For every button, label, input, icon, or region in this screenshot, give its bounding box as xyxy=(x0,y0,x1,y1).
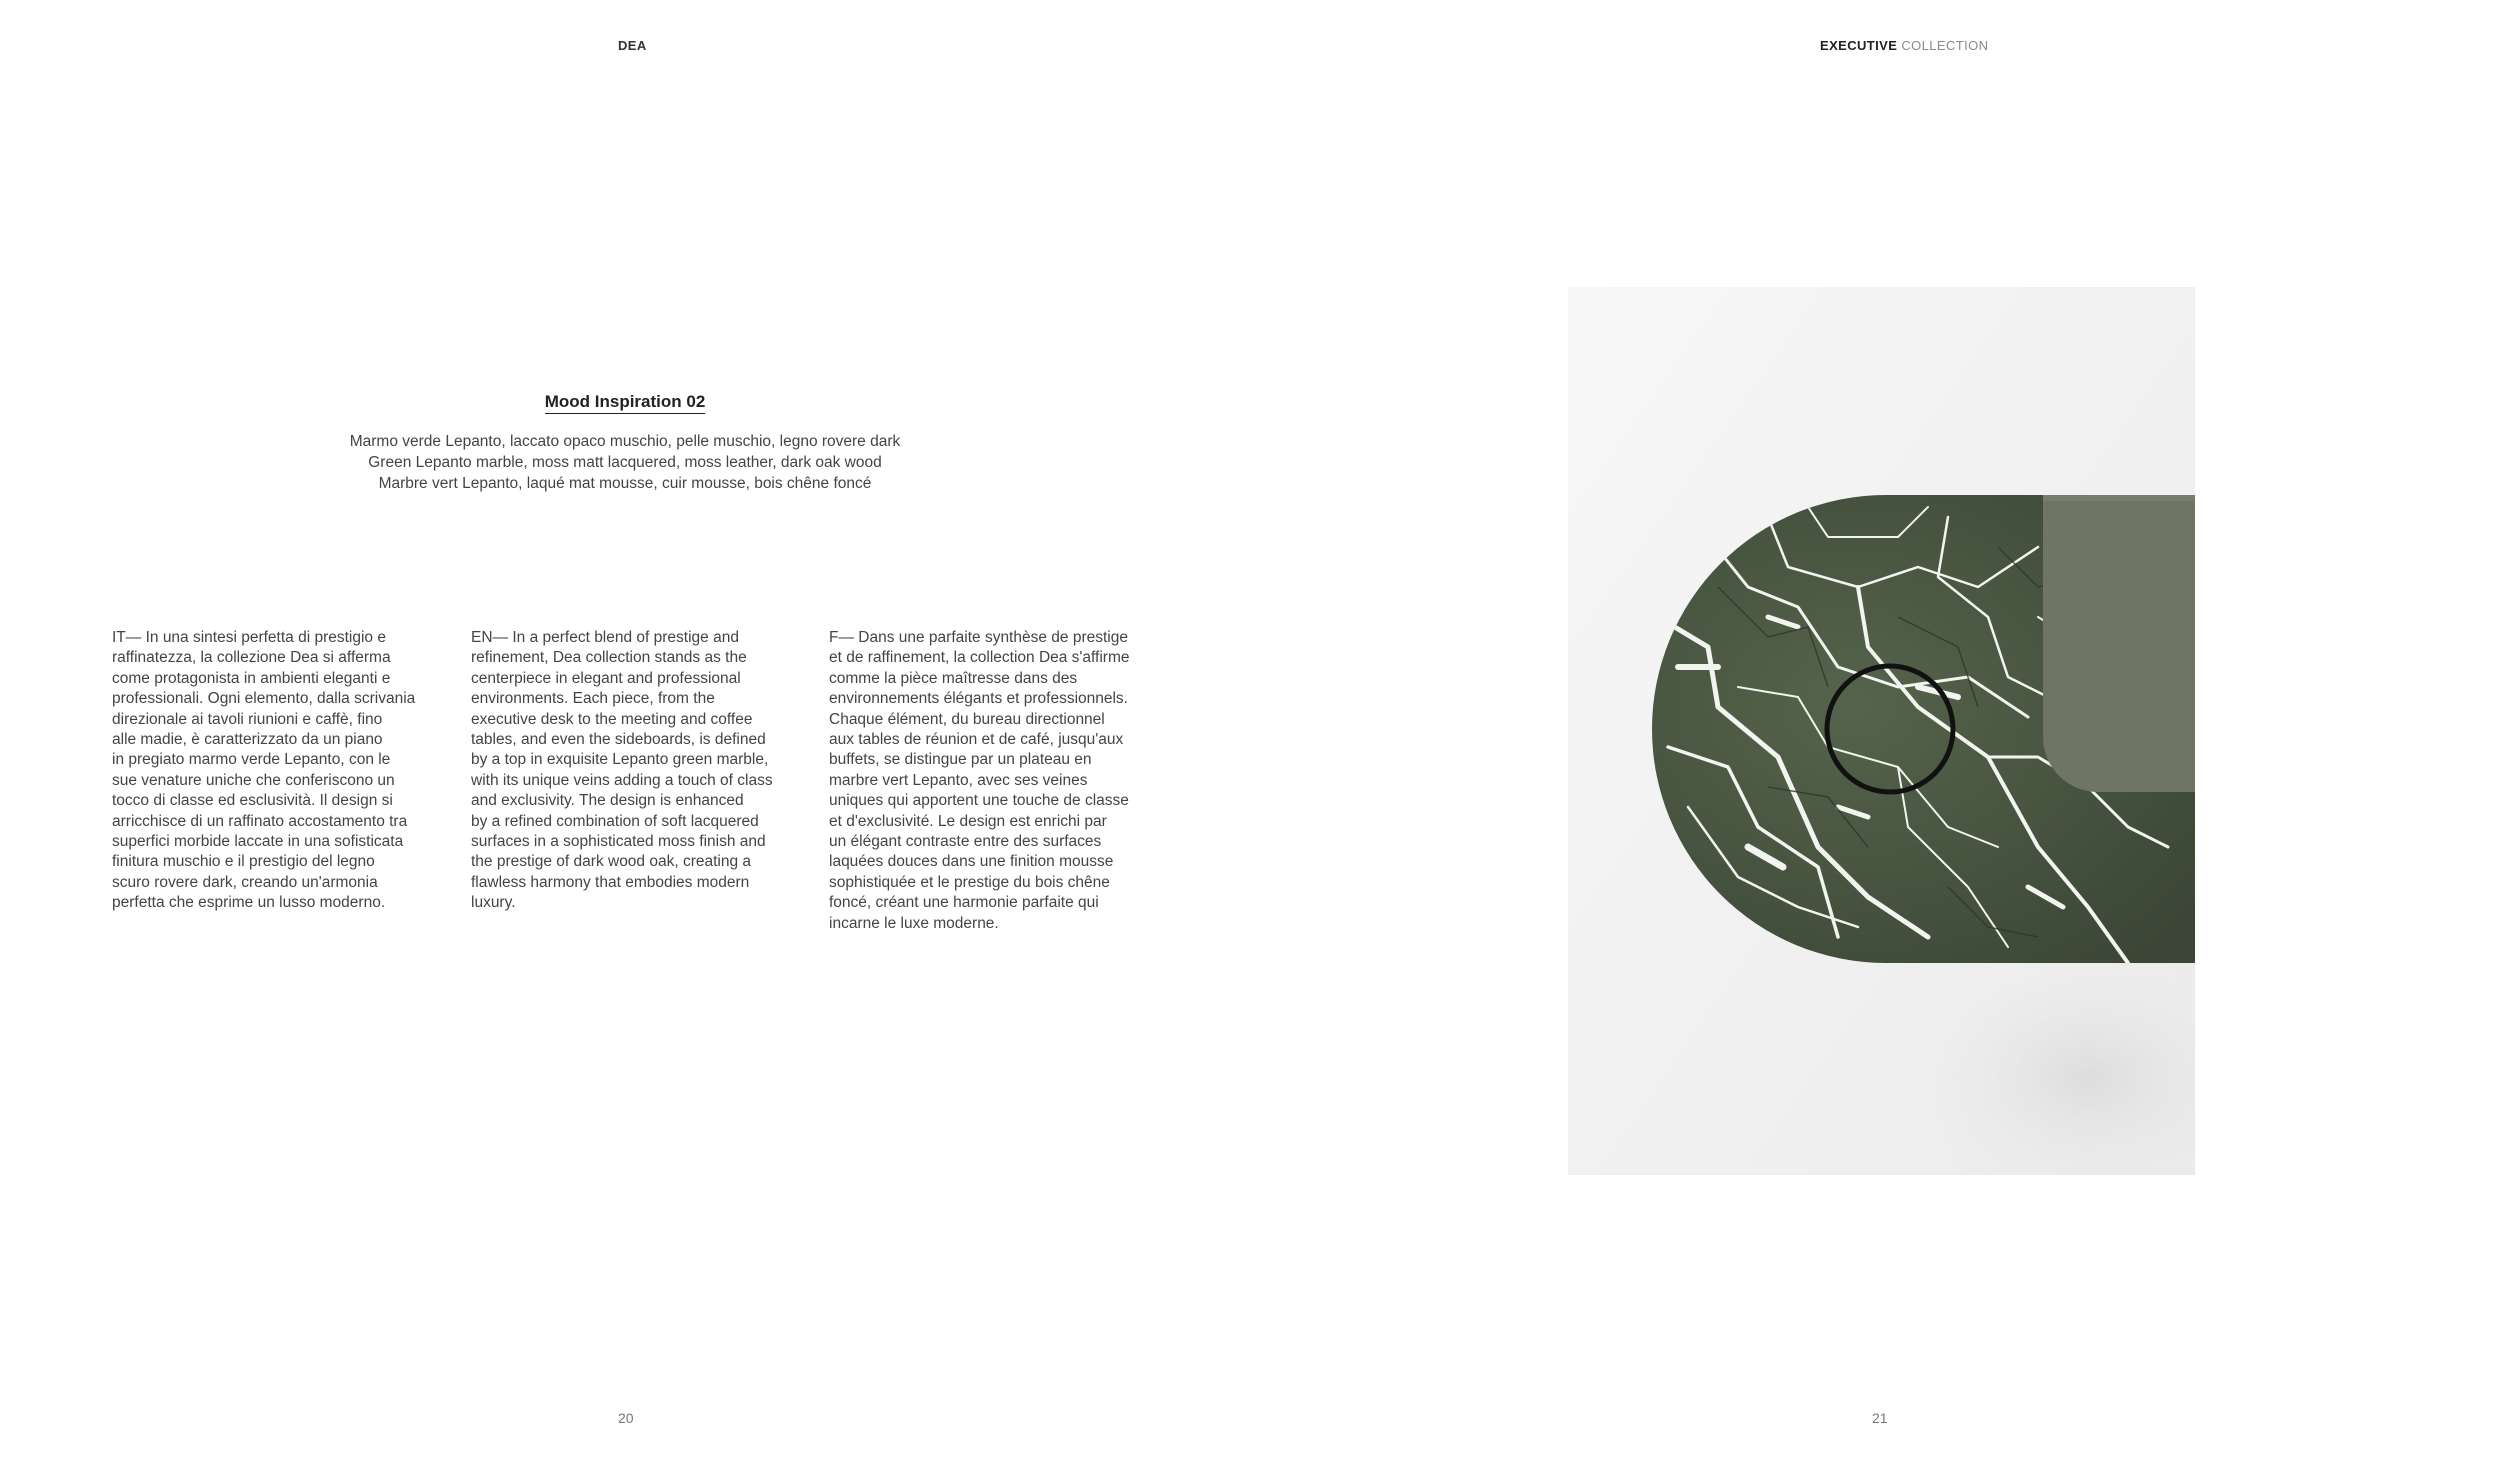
text-line: IT— In una sintesi perfetta di prestigio e xyxy=(112,629,386,646)
page-number-right: 21 xyxy=(1872,1410,1888,1426)
text-line: environments. Each piece, from the xyxy=(471,690,715,708)
text-line: tables, and even the sideboards, is defined xyxy=(471,731,766,749)
text-line: flawless harmony that embodies modern xyxy=(471,873,750,891)
text-line: comme la pièce maîtresse dans des xyxy=(829,669,1078,687)
text-line: uniques qui apportent une touche de classe xyxy=(829,792,1129,810)
product-photo-marble-desk xyxy=(1568,287,2195,1175)
running-head-light: COLLECTION xyxy=(1901,38,1989,53)
text-line: arricchisce di un raffinato accostamento tra xyxy=(112,812,408,830)
text-line: marbre vert Lepanto, avec ses veines xyxy=(829,771,1088,789)
text-line: in pregiato marmo verde Lepanto, con le xyxy=(112,751,391,769)
text-line: F— Dans une parfaite synthèse de prestige xyxy=(829,629,1128,646)
text-line: finitura muschio e il prestigio del legno xyxy=(112,853,375,871)
text-line: refinement, Dea collection stands as the xyxy=(471,649,747,667)
text-line: luxury. xyxy=(471,894,516,912)
text-line: aux tables de réunion et de café, jusqu'aux xyxy=(829,731,1124,749)
text-line: sue venature uniche che conferiscono un xyxy=(112,771,395,789)
text-column-french xyxy=(829,628,1159,934)
text-line: centerpiece in elegant and professional xyxy=(471,669,741,687)
text-line: by a refined combination of soft lacquered xyxy=(471,812,759,830)
mood-title xyxy=(0,392,1250,412)
text-line: direzionale ai tavoli riunioni e caffè, fino xyxy=(112,710,383,728)
text-line: EN— In a perfect blend of prestige and xyxy=(471,629,739,646)
mood-line-en: Green Lepanto marble, moss matt lacquered, moss leather, dark oak wood xyxy=(368,454,882,471)
running-head-strong: EXECUTIVE xyxy=(1820,38,1898,53)
text-line: buffets, se distingue par un plateau en xyxy=(829,751,1092,769)
text-line: perfetta che esprime un lusso moderno. xyxy=(112,894,386,912)
moss-lacquer-panel xyxy=(2043,495,2195,792)
text-line: tocco di classe ed esclusività. Il design si xyxy=(112,792,393,810)
page-number-left: 20 xyxy=(618,1410,634,1426)
text-line: come protagonista in ambienti eleganti e xyxy=(112,669,391,687)
text-line: Chaque élément, du bureau directionnel xyxy=(829,710,1105,728)
text-line: surfaces in a sophisticated moss finish and xyxy=(471,833,766,851)
text-line: with its unique veins adding a touch of class xyxy=(471,771,773,789)
text-line: laquées douces dans une finition mousse xyxy=(829,853,1114,871)
text-line: sophistiquée et le prestige du bois chêne xyxy=(829,873,1110,891)
marble-desk-illustration xyxy=(1568,287,2195,1175)
text-line: by a top in exquisite Lepanto green marble, xyxy=(471,751,769,769)
text-line: scuro rovere dark, creando un'armonia xyxy=(112,873,378,891)
text-column-italian xyxy=(112,628,442,914)
text-column-english xyxy=(471,628,801,914)
running-head-left: DEA xyxy=(618,38,647,53)
text-line: et de raffinement, la collection Dea s'affirme xyxy=(829,649,1130,667)
mood-materials xyxy=(0,431,1250,494)
text-line: and exclusivity. The design is enhanced xyxy=(471,792,744,810)
text-line: professionali. Ogni elemento, dalla scrivania xyxy=(112,690,416,708)
text-line: superfici morbide laccate in una sofisticata xyxy=(112,833,404,851)
text-line: the prestige of dark wood oak, creating a xyxy=(471,853,752,871)
mood-line-it: Marmo verde Lepanto, laccato opaco muschio, pelle muschio, legno rovere dark xyxy=(349,433,901,450)
text-line: environnements élégants et professionnels. xyxy=(829,690,1128,708)
mood-line-fr: Marbre vert Lepanto, laqué mat mousse, cuir mousse, bois chêne foncé xyxy=(378,475,872,492)
text-line: executive desk to the meeting and coffee xyxy=(471,710,753,728)
mood-title-text: Mood Inspiration 02 xyxy=(545,392,706,414)
text-line: incarne le luxe moderne. xyxy=(829,914,999,932)
text-line: foncé, créant une harmonie parfaite qui xyxy=(829,894,1099,912)
text-line: raffinatezza, la collezione Dea si afferma xyxy=(112,649,391,667)
text-line: et d'exclusivité. Le design est enrichi par xyxy=(829,812,1107,830)
text-line: alle madie, è caratterizzato da un piano xyxy=(112,731,383,749)
text-line: un élégant contraste entre des surfaces xyxy=(829,833,1102,851)
running-head-right xyxy=(1820,38,1988,53)
